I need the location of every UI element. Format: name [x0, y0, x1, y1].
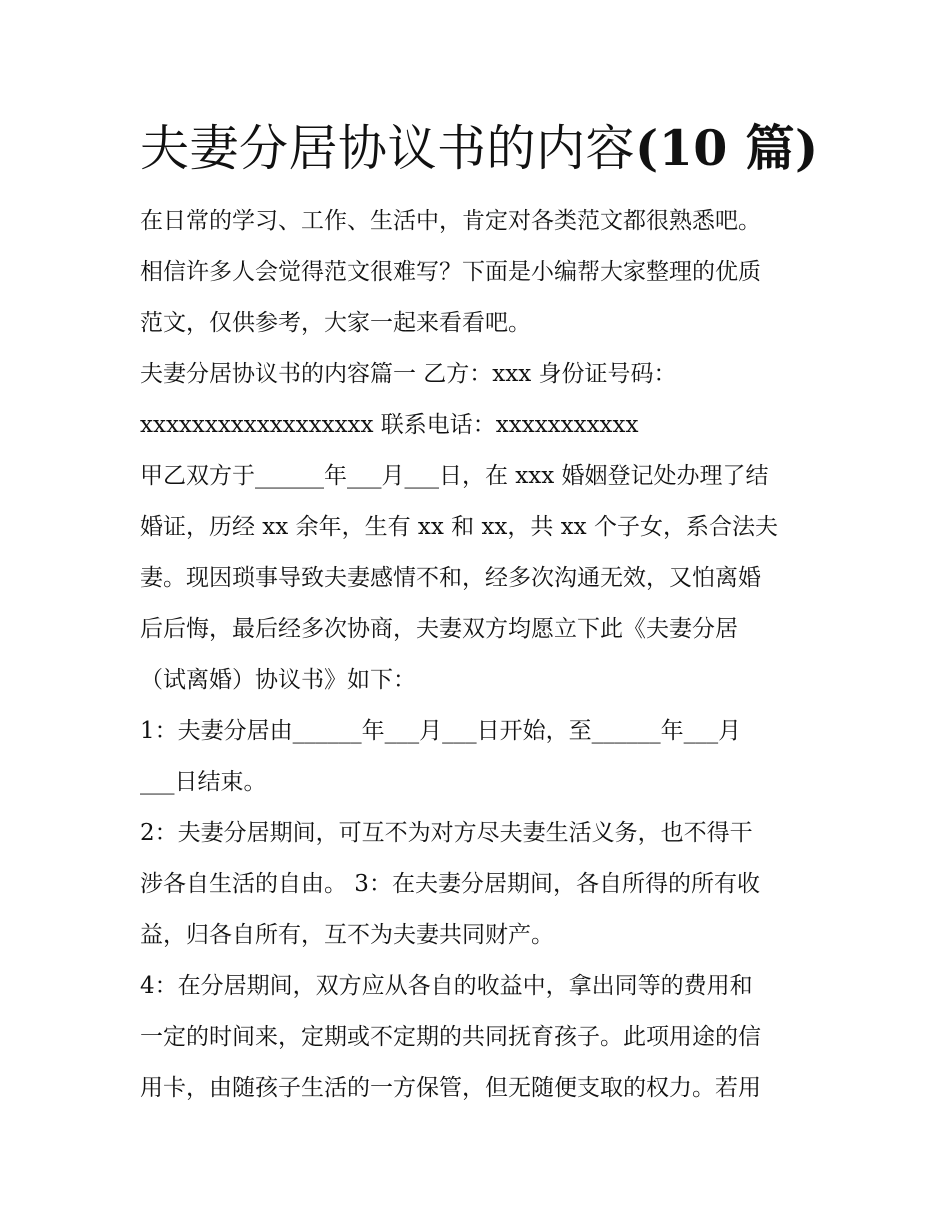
body-line: 在日常的学习、工作、生活中，肯定对各类范文都很熟悉吧。: [140, 208, 761, 234]
body-line: 一定的时间来，定期或不定期的共同抚育孩子。此项用途的信: [140, 1024, 761, 1050]
title-suffix: (10 篇): [635, 119, 819, 177]
document-body: [140, 196, 820, 1114]
body-line: 4：在分居期间，双方应从各自的收益中，拿出同等的费用和: [140, 973, 753, 999]
body-line: 涉各自生活的自由。 3：在夫妻分居期间，各自所得的所有收: [140, 871, 760, 897]
body-line: 婚证，历经 xx 余年，生有 xx 和 xx，共 xx 个子女，系合法夫: [140, 514, 778, 540]
body-line: 甲乙双方于______年___月___日，在 xxx 婚姻登记处办理了结: [140, 463, 769, 489]
body-line: 妻。现因琐事导致夫妻感情不和，经多次沟通无效，又怕离婚: [140, 565, 761, 591]
body-line: （试离婚）协议书》如下：: [140, 667, 416, 693]
body-line: 范文，仅供参考，大家一起来看看吧。: [140, 310, 531, 336]
title-main: 夫妻分居协议书的内容: [140, 120, 636, 177]
body-line: ___日结束。: [140, 769, 267, 795]
document-title: [140, 116, 819, 181]
body-line: 夫妻分居协议书的内容篇一 乙方：xxx 身份证号码：: [140, 361, 677, 387]
body-line: 后后悔，最后经多次协商，夫妻双方均愿立下此《夫妻分居: [140, 616, 738, 642]
body-line: xxxxxxxxxxxxxxxxxx 联系电话：xxxxxxxxxxx: [140, 412, 639, 438]
body-line: 相信许多人会觉得范文很难写？下面是小编帮大家整理的优质: [140, 259, 761, 285]
body-line: 用卡，由随孩子生活的一方保管，但无随便支取的权力。若用: [140, 1075, 761, 1101]
body-line: 1：夫妻分居由______年___月___日开始，至______年___月: [140, 718, 742, 744]
body-line: 2：夫妻分居期间，可互不为对方尽夫妻生活义务，也不得干: [140, 820, 753, 846]
body-line: 益，归各自所有，互不为夫妻共同财产。: [140, 922, 554, 948]
